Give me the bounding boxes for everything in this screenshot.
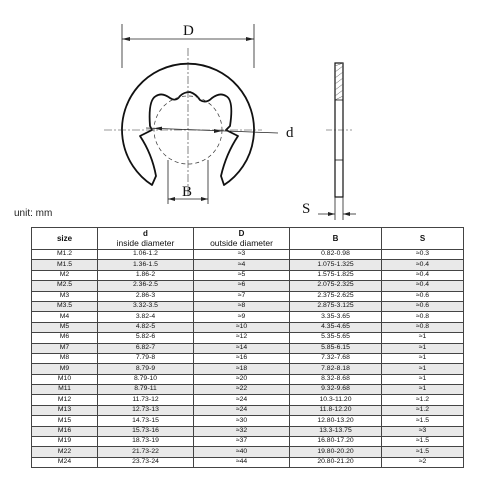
cell-b-value: 0.82-0.98 (290, 250, 382, 260)
header-D: D outside diameter (194, 228, 290, 250)
cell-b-value: 2.075-2.325 (290, 281, 382, 291)
cell-outside-diameter: ≈16 (194, 353, 290, 363)
table-row (32, 322, 464, 332)
cell-s-value: ≈2 (382, 457, 464, 467)
cell-b-value: 10.3-11.20 (290, 395, 382, 405)
table-row (32, 333, 464, 343)
table-row (32, 270, 464, 280)
cell-s-value: ≈0.6 (382, 301, 464, 311)
cell-b-value: 13.3-13.75 (290, 426, 382, 436)
cell-size: M1.2 (32, 250, 98, 260)
cell-outside-diameter: ≈7 (194, 291, 290, 301)
cell-size: M4 (32, 312, 98, 322)
cell-b-value: 11.8-12.20 (290, 405, 382, 415)
cell-b-value: 20.80-21.20 (290, 457, 382, 467)
label-d: d (286, 125, 294, 141)
cell-size: M7 (32, 343, 98, 353)
cell-outside-diameter: ≈5 (194, 270, 290, 280)
table-row (32, 301, 464, 311)
cell-s-value: ≈1.5 (382, 447, 464, 457)
table-row (32, 416, 464, 426)
cell-s-value: ≈1 (382, 385, 464, 395)
cell-outside-diameter: ≈32 (194, 426, 290, 436)
cell-b-value: 2.875-3.125 (290, 301, 382, 311)
cell-s-value: ≈1.5 (382, 416, 464, 426)
dimension-S (318, 197, 356, 220)
cell-b-value: 7.32-7.68 (290, 353, 382, 363)
header-B: B (290, 228, 382, 250)
cell-outside-diameter: ≈44 (194, 457, 290, 467)
cell-s-value: ≈1 (382, 343, 464, 353)
table-row (32, 250, 464, 260)
cell-size: M9 (32, 364, 98, 374)
cell-size: M12 (32, 395, 98, 405)
table-row (32, 281, 464, 291)
cell-b-value: 8.32-8.68 (290, 374, 382, 384)
cell-size: M15 (32, 416, 98, 426)
label-B: B (182, 184, 193, 200)
cell-s-value: ≈0.6 (382, 291, 464, 301)
cell-outside-diameter: ≈22 (194, 385, 290, 395)
cell-outside-diameter: ≈24 (194, 395, 290, 405)
e-clip-technical-drawing (0, 0, 480, 222)
cell-outside-diameter: ≈40 (194, 447, 290, 457)
cell-inside-diameter: 1.36-1.5 (98, 260, 194, 270)
cell-s-value: ≈0.3 (382, 250, 464, 260)
table-row (32, 405, 464, 415)
cell-b-value: 1.075-1.325 (290, 260, 382, 270)
cell-size: M22 (32, 447, 98, 457)
table-row (32, 353, 464, 363)
cell-inside-diameter: 7.79-8 (98, 353, 194, 363)
table-row (32, 343, 464, 353)
cell-outside-diameter: ≈18 (194, 364, 290, 374)
cell-inside-diameter: 8.79-11 (98, 385, 194, 395)
cell-s-value: ≈1 (382, 353, 464, 363)
cell-b-value: 1.575-1.825 (290, 270, 382, 280)
cell-inside-diameter: 23.73-24 (98, 457, 194, 467)
cell-outside-diameter: ≈20 (194, 374, 290, 384)
cell-b-value: 19.80-20.20 (290, 447, 382, 457)
table-row (32, 374, 464, 384)
cell-outside-diameter: ≈4 (194, 260, 290, 270)
cell-size: M5 (32, 322, 98, 332)
cell-outside-diameter: ≈37 (194, 437, 290, 447)
label-S: S (302, 201, 311, 217)
cell-inside-diameter: 21.73-22 (98, 447, 194, 457)
cell-s-value: ≈1 (382, 374, 464, 384)
cell-inside-diameter: 6.82-7 (98, 343, 194, 353)
cell-b-value: 2.375-2.625 (290, 291, 382, 301)
cell-inside-diameter: 15.73-16 (98, 426, 194, 436)
cell-b-value: 7.82-8.18 (290, 364, 382, 374)
cell-inside-diameter: 12.73-13 (98, 405, 194, 415)
cell-outside-diameter: ≈30 (194, 416, 290, 426)
table-row (32, 457, 464, 467)
cell-size: M13 (32, 405, 98, 415)
cell-size: M10 (32, 374, 98, 384)
cell-size: M3.5 (32, 301, 98, 311)
table-row (32, 291, 464, 301)
cell-s-value: ≈0.4 (382, 281, 464, 291)
cell-s-value: ≈1.2 (382, 405, 464, 415)
cell-outside-diameter: ≈12 (194, 333, 290, 343)
cell-size: M11 (32, 385, 98, 395)
cell-inside-diameter: 3.32-3.5 (98, 301, 194, 311)
unit-label: unit: mm (14, 208, 53, 219)
table-row (32, 260, 464, 270)
cell-inside-diameter: 4.82-5 (98, 322, 194, 332)
cell-inside-diameter: 1.06-1.2 (98, 250, 194, 260)
cell-size: M1.5 (32, 260, 98, 270)
cell-inside-diameter: 2.86-3 (98, 291, 194, 301)
cell-s-value: ≈0.4 (382, 260, 464, 270)
cell-inside-diameter: 8.79-10 (98, 374, 194, 384)
cell-inside-diameter: 14.73-15 (98, 416, 194, 426)
table-row (32, 385, 464, 395)
cell-b-value: 4.35-4.65 (290, 322, 382, 332)
header-S: S (382, 228, 464, 250)
cell-s-value: ≈0.4 (382, 270, 464, 280)
cell-inside-diameter: 2.36-2.5 (98, 281, 194, 291)
cell-b-value: 3.35-3.65 (290, 312, 382, 322)
cell-s-value: ≈1 (382, 333, 464, 343)
center-lines (104, 48, 262, 198)
cell-inside-diameter: 1.86-2 (98, 270, 194, 280)
cell-s-value: ≈0.8 (382, 312, 464, 322)
table-row (32, 437, 464, 447)
cell-inside-diameter: 18.73-19 (98, 437, 194, 447)
table-row (32, 447, 464, 457)
cell-b-value: 5.35-5.65 (290, 333, 382, 343)
side-view (326, 63, 352, 197)
cell-size: M2.5 (32, 281, 98, 291)
cell-size: M2 (32, 270, 98, 280)
cell-s-value: ≈1.5 (382, 437, 464, 447)
cell-size: M8 (32, 353, 98, 363)
cell-outside-diameter: ≈14 (194, 343, 290, 353)
header-d: d inside diameter (98, 228, 194, 250)
label-D: D (183, 23, 194, 39)
cell-b-value: 9.32-9.68 (290, 385, 382, 395)
cell-s-value: ≈0.8 (382, 322, 464, 332)
cell-size: M3 (32, 291, 98, 301)
cell-size: M16 (32, 426, 98, 436)
cell-outside-diameter: ≈9 (194, 312, 290, 322)
table-header-row (32, 228, 464, 250)
cell-inside-diameter: 8.79-9 (98, 364, 194, 374)
cell-s-value: ≈1 (382, 364, 464, 374)
cell-b-value: 16.80-17.20 (290, 437, 382, 447)
table-row (32, 312, 464, 322)
table-row (32, 426, 464, 436)
cell-outside-diameter: ≈24 (194, 405, 290, 415)
table-row (32, 364, 464, 374)
cell-b-value: 12.80-13.20 (290, 416, 382, 426)
cell-outside-diameter: ≈8 (194, 301, 290, 311)
cell-outside-diameter: ≈6 (194, 281, 290, 291)
cell-outside-diameter: ≈3 (194, 250, 290, 260)
cell-inside-diameter: 3.82-4 (98, 312, 194, 322)
specification-table (31, 227, 464, 468)
table-row (32, 395, 464, 405)
cell-s-value: ≈3 (382, 426, 464, 436)
cell-b-value: 5.85-6.15 (290, 343, 382, 353)
cell-s-value: ≈1.2 (382, 395, 464, 405)
cell-size: M6 (32, 333, 98, 343)
table-body (32, 250, 464, 468)
cell-size: M19 (32, 437, 98, 447)
header-size: size (32, 228, 98, 250)
cell-inside-diameter: 11.73-12 (98, 395, 194, 405)
cell-inside-diameter: 5.82-6 (98, 333, 194, 343)
cell-outside-diameter: ≈10 (194, 322, 290, 332)
cell-size: M24 (32, 457, 98, 467)
